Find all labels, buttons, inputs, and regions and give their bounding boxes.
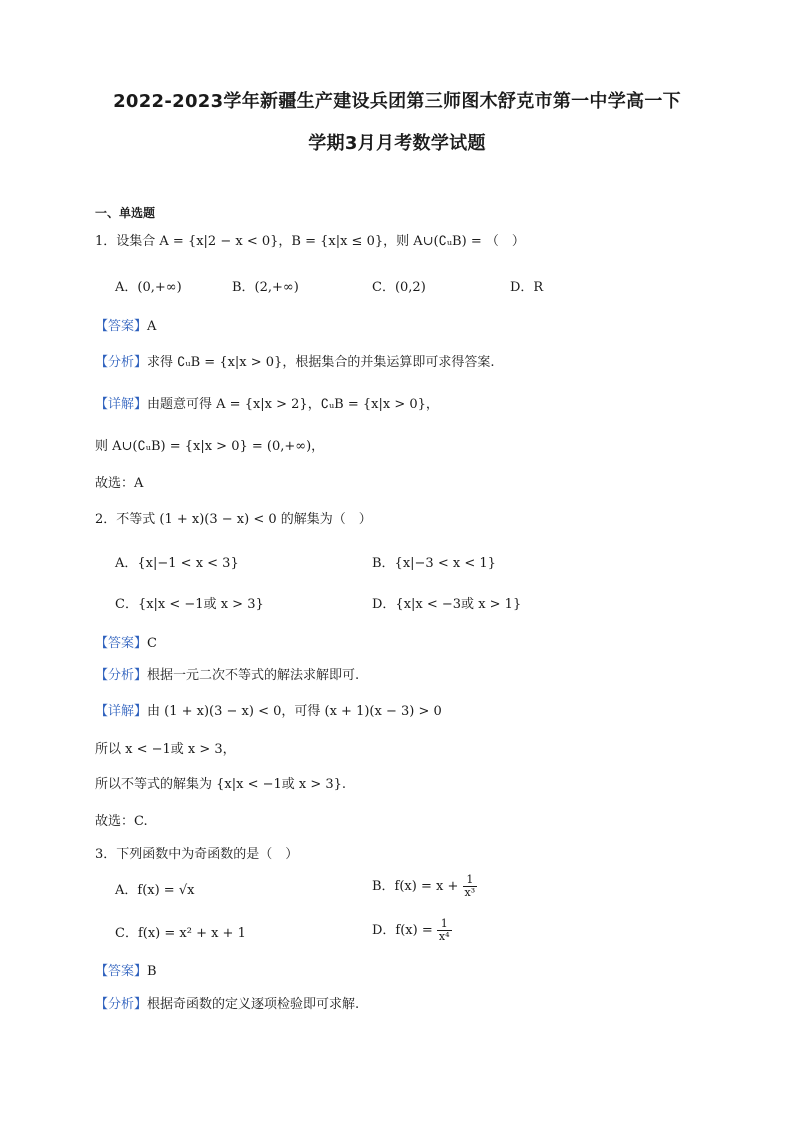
- page-title-line-2: 学期3月月考数学试题: [308, 133, 486, 154]
- q3-option-b: [372, 874, 477, 899]
- q2-answer: C: [147, 636, 157, 651]
- analysis-tag: 【分析】: [95, 997, 148, 1012]
- q3-option-b-fraction: [463, 874, 478, 899]
- q2-stem: 2．不等式 (1 + x)(3 − x) < 0 的解集为（ ）: [95, 512, 372, 527]
- q3-analysis: 根据奇函数的定义逐项检验即可求解.: [147, 997, 360, 1012]
- q1-detail-row: [95, 396, 439, 414]
- q1-detail-2: 则 A∪(∁ᵤB) = {x|x > 0} = (0,+∞)，: [95, 439, 325, 454]
- answer-tag: 【答案】: [95, 636, 148, 651]
- q3-option-c: C．f(x) = x² + x + 1: [115, 926, 246, 941]
- q1-stem: 1．设集合 A = {x|2 − x < 0}，B = {x|x ≤ 0}，则 A∪(∁ᵤB) = （ ）: [95, 234, 525, 249]
- q3-option-d: [372, 918, 452, 943]
- fraction-numerator: 1: [437, 918, 452, 931]
- q3-option-a: A．f(x) = √x: [115, 883, 195, 898]
- q1-detail-1: 由题意可得 A = {x|x > 2}，∁ᵤB = {x|x > 0}，: [147, 397, 439, 412]
- q1-option-c: C．(0,2): [372, 280, 426, 295]
- q2-detail-3: 所以不等式的解集为 {x|x < −1或 x > 3}.: [95, 777, 347, 792]
- answer-tag: 【答案】: [95, 964, 148, 979]
- q1-choice: 故选：A: [95, 476, 144, 491]
- q3-stem: 3．下列函数中为奇函数的是（ ）: [95, 847, 299, 862]
- q1-option-d: D．R: [510, 280, 544, 295]
- q2-choice: 故选：C.: [95, 814, 148, 829]
- q2-detail-2: 所以 x < −1或 x > 3，: [95, 742, 236, 757]
- q3-option-b-prefix: B．f(x) = x +: [372, 879, 459, 894]
- q3-analysis-row: [95, 996, 359, 1014]
- q3-answer-row: [95, 963, 157, 981]
- q1-analysis: 求得 ∁ᵤB = {x|x > 0}，根据集合的并集运算即可求得答案.: [147, 355, 495, 370]
- q2-option-d: D．{x|x < −3或 x > 1}: [372, 597, 522, 612]
- q2-detail-row: [95, 703, 442, 721]
- q2-answer-row: [95, 635, 157, 653]
- q1-option-b: B．(2,+∞): [232, 280, 299, 295]
- page-title-line-1: 2022-2023学年新疆生产建设兵团第三师图木舒克市第一中学高一下: [113, 91, 681, 112]
- q1-answer: A: [147, 319, 157, 334]
- q2-option-c: C．{x|x < −1或 x > 3}: [115, 597, 264, 612]
- answer-tag: 【答案】: [95, 319, 148, 334]
- analysis-tag: 【分析】: [95, 668, 148, 683]
- q2-analysis: 根据一元二次不等式的解法求解即可.: [147, 668, 360, 683]
- analysis-tag: 【分析】: [95, 355, 148, 370]
- q2-option-b: B．{x|−3 < x < 1}: [372, 556, 496, 571]
- section-heading: 一、单选题: [95, 206, 156, 220]
- q3-option-d-prefix: D．f(x) =: [372, 923, 433, 938]
- q2-detail-1: 由 (1 + x)(3 − x) < 0，可得 (x + 1)(x − 3) > 0: [147, 704, 442, 719]
- detail-tag: 【详解】: [95, 397, 148, 412]
- q2-option-a: A．{x|−1 < x < 3}: [115, 556, 239, 571]
- fraction-denominator: x³: [464, 886, 476, 899]
- q3-option-d-fraction: [437, 918, 452, 943]
- fraction-denominator: x⁴: [438, 930, 450, 943]
- q1-answer-row: [95, 318, 156, 336]
- q3-answer: B: [147, 964, 157, 979]
- q1-option-a: A．(0,+∞): [115, 280, 182, 295]
- fraction-numerator: 1: [463, 874, 478, 887]
- q2-analysis-row: [95, 667, 359, 685]
- detail-tag: 【详解】: [95, 704, 148, 719]
- q1-analysis-row: [95, 354, 494, 372]
